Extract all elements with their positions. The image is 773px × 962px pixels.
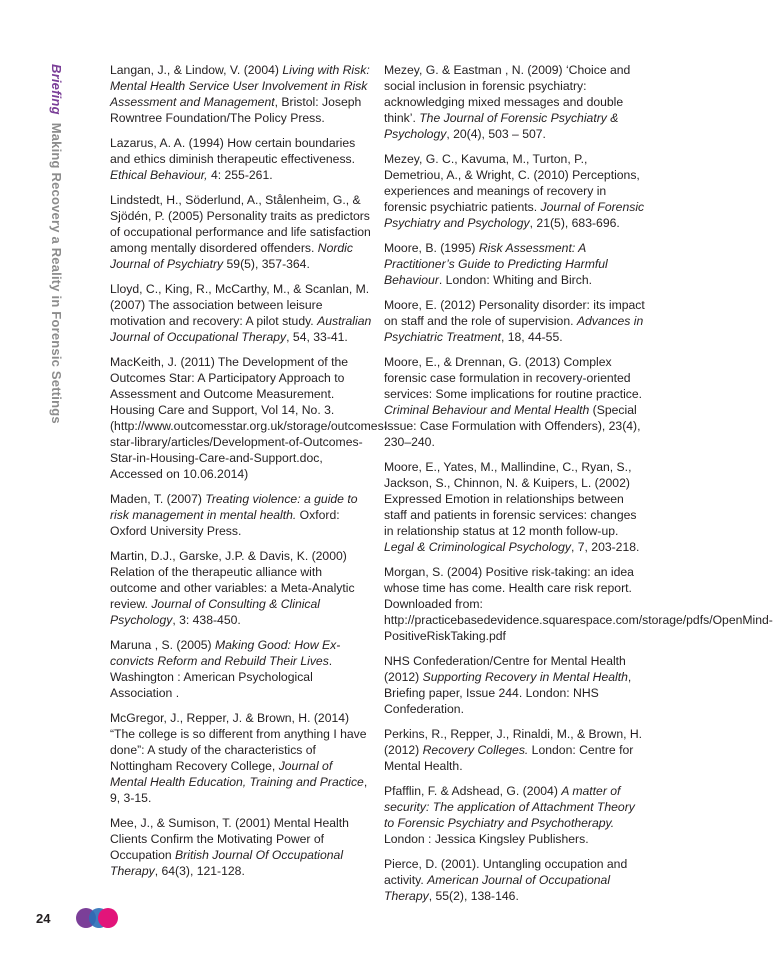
reference-italic-text: Treating violence: a guide to risk management in mental health. [110,492,358,522]
reference-entry [384,151,646,231]
reference-entry [110,548,372,628]
reference-italic-text: Journal of Forensic Psychiatry and Psychology [384,200,645,230]
reference-italic-text: Nordic Journal of Psychiatry [110,241,353,271]
reference-text: , 3: 438-450. [172,613,241,627]
references-left-column [110,62,388,888]
reference-text: Moore, E., Yates, M., Mallindine, C., Ryan, S., Jackson, S., Chinnon, N. & Kuipers, L. (2002) Expressed Emotion in relationships between staff and patients in forensic services: changes in relationship status at 12 month follow-up. [384,460,637,538]
side-tab [47,64,69,434]
reference-entry [110,62,372,126]
reference-text: Maruna , S. (2005) [110,638,215,652]
reference-text: Lazarus, A. A. (1994) How certain boundaries and ethics diminish therapeutic effectiveness. [110,136,356,166]
reference-entry [384,653,646,717]
reference-text: Perkins, R., Repper, J., Rinaldi, M., & Brown, H. (2012) [384,727,643,757]
reference-text: , 64(3), 121-128. [154,864,245,878]
reference-italic-text: Journal of Consulting & Clinical Psychology [110,597,321,627]
reference-text: 4: 255-261. [207,168,273,182]
reference-text: , 20(4), 503 – 507. [446,127,546,141]
reference-text: Pfafflin, F. & Adshead, G. (2004) [384,784,562,798]
reference-text: Mee, J., & Sumison, T. (2001) Mental Health Clients Confirm the Motivating Power of Occupation [110,816,349,862]
reference-text: , 7, 203-218. [570,540,640,554]
reference-italic-text: Australian Journal of Occupational Therapy [110,314,372,344]
reference-entry [110,135,372,183]
reference-text: Moore, B. (1995) [384,241,479,255]
reference-entry [110,491,372,539]
reference-text: (Special Issue: Case Formulation with Offenders), 23(4), 230–240. [384,403,641,449]
reference-italic-text: American Journal of Occupational Therapy [384,873,611,903]
reference-entry [384,783,646,847]
reference-italic-text: Criminal Behaviour and Mental Health [384,403,590,417]
reference-entry [110,637,372,701]
reference-text: Martin, D.J., Garske, J.P. & Davis, K. (2000) Relation of the therapeutic alliance with outcome and other variables: a Meta-Analytic review. [110,549,355,611]
reference-entry [384,240,646,288]
reference-italic-text: Recovery Colleges. [422,743,529,757]
reference-text: Lloyd, C., King, R., McCarthy, M., & Scanlan, M. (2007) The association between leisure motivation and recovery: A pilot study. [110,282,370,328]
reference-entry [110,192,372,272]
logo-dot-pink [98,908,118,928]
reference-text: , 9, 3-15. [110,775,368,805]
reference-entry [110,354,388,482]
reference-entry [110,710,372,806]
reference-entry [110,281,372,345]
document-title: Making Recovery a Reality in Forensic Settings [49,122,64,424]
reference-text: . London: Whiting and Birch. [438,273,593,287]
reference-text: . Washington : American Psychological Association . [110,654,333,700]
reference-text: Lindstedt, H., Söderlund, A., Stålenheim, G., & Sjödén, P. (2005) Personality traits as predictors of occupational performance and life satisfaction among mentally disordered offenders. [110,193,371,255]
reference-italic-text: British Journal Of Occupational Therapy [110,848,344,878]
reference-text: London : Jessica Kingsley Publishers. [384,832,589,846]
reference-text: , 18, 44-55. [500,330,563,344]
reference-text: McGregor, J., Repper, J. & Brown, H. (2014) “The college is so different from anything I have done”: A study of the characteristics of Nottingham Recovery College, [110,711,367,773]
section-label: Briefing [49,64,64,115]
reference-entry [384,726,646,774]
reference-text: NHS Confederation/Centre for Mental Health (2012) [384,654,626,684]
page-number: 24 [36,910,51,926]
page-footer [36,906,126,930]
reference-text: 59(5), 357-364. [223,257,310,271]
reference-text: Mezey, G. & Eastman , N. (2009) ‘Choice and social inclusion in forensic psychiatry: acknowledging mixed messages and double think’. [384,63,631,125]
logo-dots-icon [76,906,126,930]
reference-italic-text: Legal & Criminological Psychology [384,540,571,554]
reference-text: London: Centre for Mental Health. [384,743,634,773]
reference-text: Oxford: Oxford University Press. [110,508,340,538]
reference-text: MacKeith, J. (2011) The Development of the Outcomes Star: A Participatory Approach to Assessment and Outcome Measurement. Housing Care and Support, Vol 14, No. 3. (http://www.outcomesstar.org.uk/storage/outcomes-star-library/articles/Development-of-Outcomes-Star-in-Housing-Care-and-Support.doc, Accessed on 10.06.2014) [110,355,388,481]
reference-italic-text: A matter of security: The application of Attachment Theory to Forensic Psychiatry and Psychotherapy. [384,784,635,830]
reference-text: , Bristol: Joseph Rowntree Foundation/The Policy Press. [110,95,362,125]
reference-text: , 21(5), 683-696. [529,216,620,230]
reference-text: Pierce, D. (2001). Untangling occupation and activity. [384,857,628,887]
reference-text: Maden, T. (2007) [110,492,206,506]
reference-text: Morgan, S. (2004) Positive risk-taking: an idea whose time has come. Health care risk report. Downloaded from: http://practicebasedevidence.squarespace.com/storage/pdfs/OpenMind-PositiveRiskTaking.pdf [384,565,773,643]
reference-entry [384,459,646,555]
reference-italic-text: The Journal of Forensic Psychiatry & Psychology [384,111,619,141]
reference-italic-text: Living with Risk: Mental Health Service User Involvement in Risk Assessment and Management [110,63,370,109]
reference-text: , Briefing paper, Issue 244. London: NHS Confederation. [384,670,632,716]
reference-entry [384,856,646,904]
reference-italic-text: Supporting Recovery in Mental Health [422,670,628,684]
reference-entry [384,564,773,644]
reference-entry [384,354,646,450]
reference-italic-text: Ethical Behaviour, [110,168,208,182]
references-right-column [384,62,773,913]
reference-italic-text: Advances in Psychiatric Treatment [384,314,644,344]
reference-text: , 54, 33-41. [286,330,348,344]
reference-text: Moore, E. (2012) Personality disorder: its impact on staff and the role of supervision. [384,298,645,328]
side-tab-text [49,64,64,424]
reference-italic-text: Journal of Mental Health Education, Training and Practice [110,759,364,789]
reference-entry [384,62,646,142]
reference-italic-text: Risk Assessment: A Practitioner’s Guide to Predicting Harmful Behaviour [384,241,608,287]
reference-text: Langan, J., & Lindow, V. (2004) [110,63,283,77]
reference-entry [110,815,372,879]
reference-entry [384,297,646,345]
reference-text: , 55(2), 138-146. [428,889,519,903]
reference-text: Mezey, G. C., Kavuma, M., Turton, P., Demetriou, A., & Wright, C. (2010) Perceptions, experiences and meanings of recovery in forensic psychiatric patients. [384,152,640,214]
reference-italic-text: Making Good: How Ex-convicts Reform and Rebuild Their Lives [110,638,341,668]
reference-text: Moore, E., & Drennan, G. (2013) Complex forensic case formulation in recovery-oriented services: Some implications for routine practice. [384,355,643,401]
